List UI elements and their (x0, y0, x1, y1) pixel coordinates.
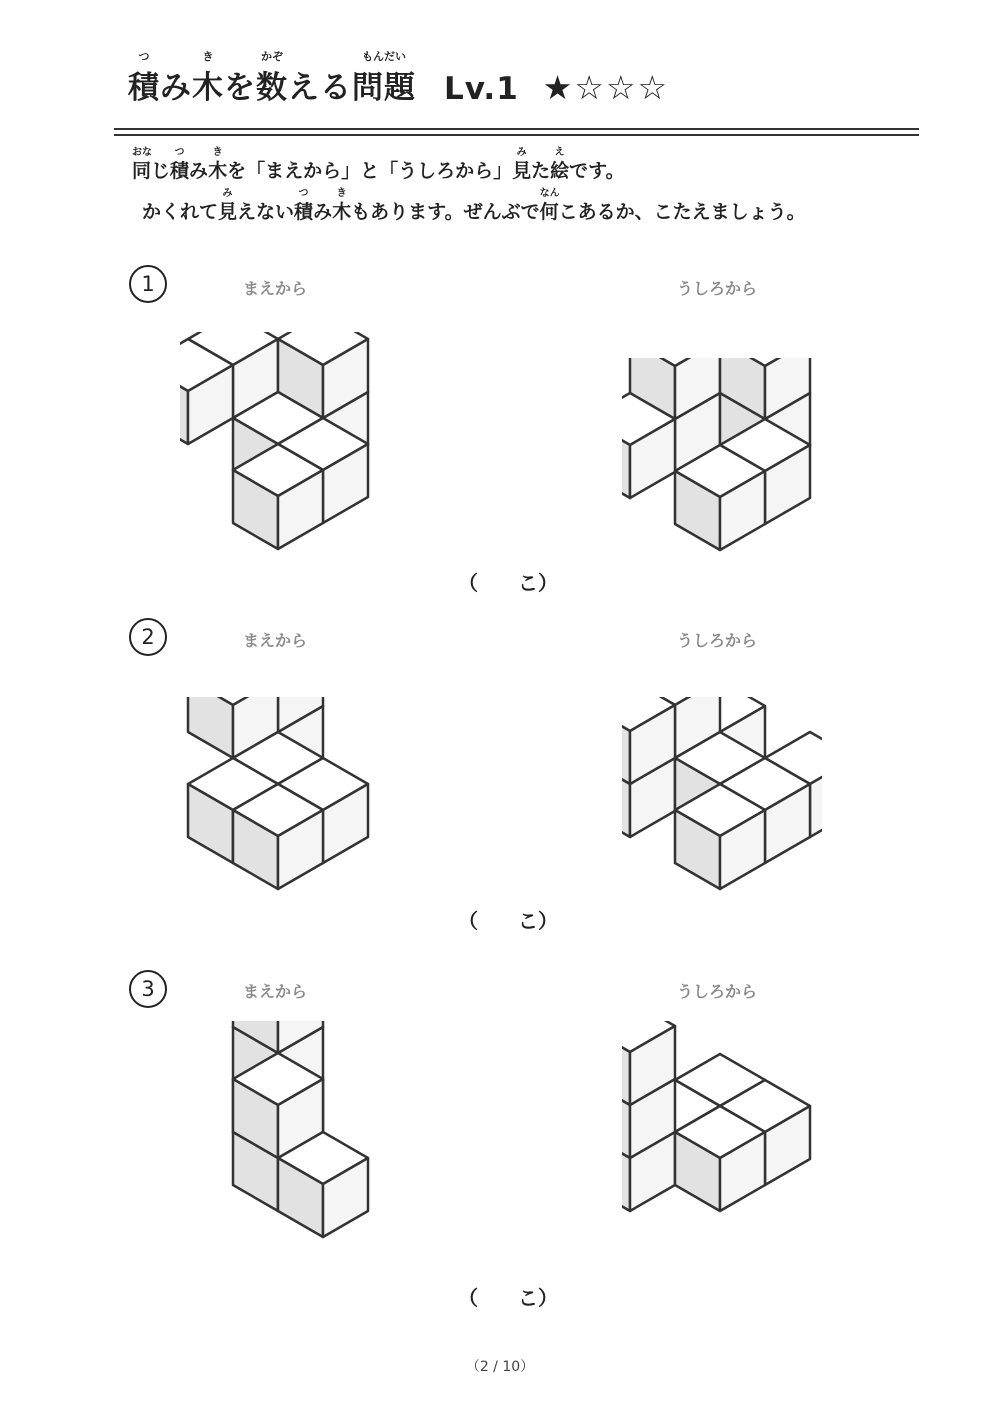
title-part: き 木 (192, 50, 224, 106)
answer-box-1[interactable]: （ こ） (458, 571, 558, 595)
difficulty-stars: ★☆☆☆ (542, 68, 670, 107)
q1-front-blocks (180, 332, 380, 557)
q3-front-blocks (180, 1021, 380, 1271)
title-rule-bottom (114, 134, 919, 136)
title-part: み (160, 70, 192, 106)
q2-front-blocks (180, 697, 380, 897)
title-rule-top (114, 128, 919, 130)
page-title (128, 50, 416, 107)
title-part: かぞ 数 (256, 50, 288, 106)
back-view-label: うしろから (677, 631, 758, 650)
answer-box-2[interactable]: （ こ） (458, 909, 558, 933)
title-block (128, 50, 670, 107)
q3-back-blocks (622, 1021, 822, 1271)
instruction-line-2: かくれて み 見えない つ 積み き 木もあります。ぜんぶで なん 何こあるか、こたえましょう。 (142, 188, 806, 223)
front-view-label: まえから (243, 982, 308, 1001)
question-number-3: 3 (129, 970, 167, 1008)
level-label: Lv.1 (444, 71, 519, 107)
title-part: つ 積 (128, 50, 160, 106)
question-number-2: 2 (129, 618, 167, 656)
answer-box-3[interactable]: （ こ） (458, 1286, 558, 1310)
q2-back-blocks (622, 697, 822, 897)
back-view-label: うしろから (677, 279, 758, 298)
front-view-label: まえから (243, 279, 308, 298)
title-part: える (288, 70, 352, 106)
cube-left-face (188, 697, 233, 758)
back-view-label: うしろから (677, 982, 758, 1001)
question-number-1: 1 (129, 265, 167, 303)
q1-back-blocks (622, 358, 822, 558)
title-part: を (224, 70, 256, 106)
instruction-line-1: おな 同じ つ 積み き 木を「まえから」と「うしろから」 み 見た え 絵です。 (132, 147, 625, 182)
page-number: （2 / 10） (465, 1359, 535, 1375)
title-part: もんだい 問題 (352, 50, 416, 106)
front-view-label: まえから (243, 631, 308, 650)
